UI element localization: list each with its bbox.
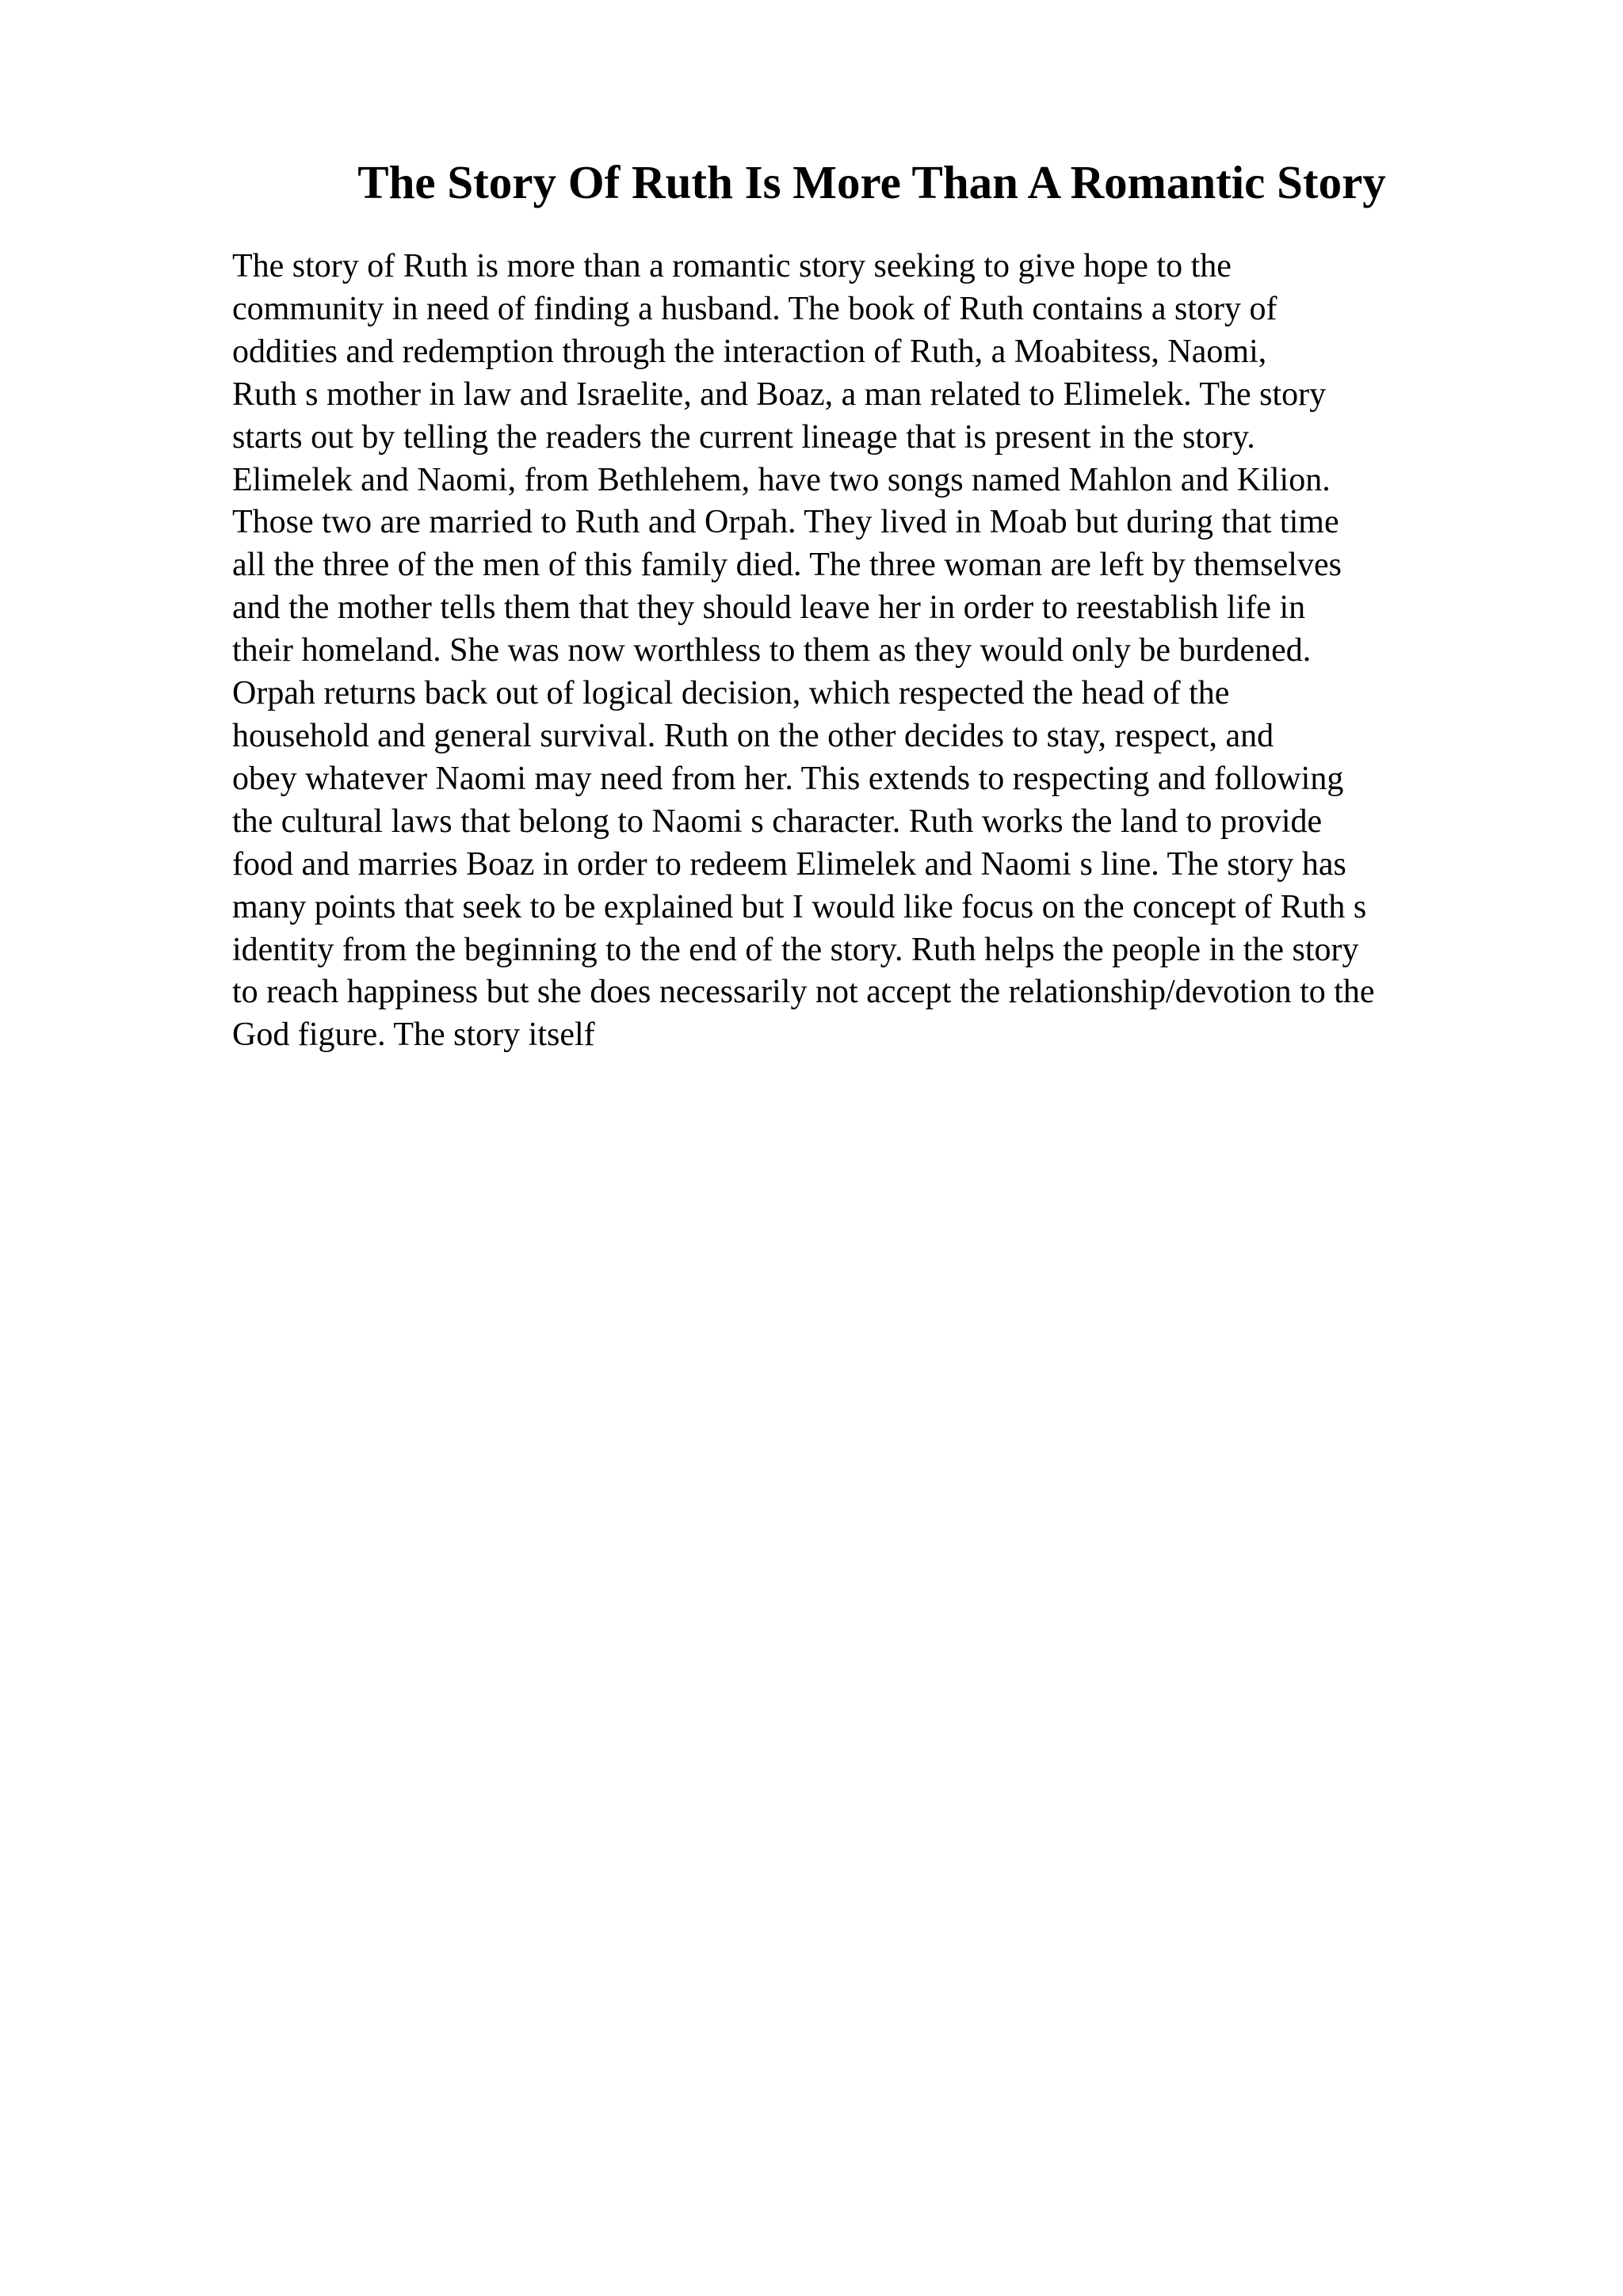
body-line: community in need of finding a husband. The book of Ruth contains a story of	[232, 290, 1277, 327]
body-line: all the three of the men of this family died. The three woman are left by themselves	[232, 547, 1342, 584]
body-line: many points that seek to be explained but I would like focus on the concept of Ruth s	[232, 888, 1367, 925]
body-line: Ruth s mother in law and Israelite, and Boaz, a man related to Elimelek. The story	[232, 376, 1327, 413]
body-line: the cultural laws that belong to Naomi s character. Ruth works the land to provide	[232, 803, 1323, 840]
body-line: food and marries Boaz in order to redeem Elimelek and Naomi s line. The story has	[232, 845, 1346, 883]
body-line: oddities and redemption through the interaction of Ruth, a Moabitess, Naomi,	[232, 333, 1267, 370]
body-line: The story of Ruth is more than a romantic story seeking to give hope to the	[232, 248, 1232, 284]
body-line: obey whatever Naomi may need from her. This extends to respecting and following	[232, 760, 1344, 797]
body-line: and the mother tells them that they should leave her in order to reestablish life in	[232, 589, 1306, 627]
body-line: Orpah returns back out of logical decision, which respected the head of the	[232, 675, 1230, 712]
body-line: to reach happiness but she does necessarily not accept the relationship/devotion to the	[232, 974, 1375, 1011]
body-line: starts out by telling the readers the current lineage that is present in the story.	[232, 418, 1255, 456]
document-title: The Story Of Ruth Is More Than A Romantic Story	[357, 156, 1386, 208]
body-line: God figure. The story itself	[232, 1016, 595, 1054]
body-line: Elimelek and Naomi, from Bethlehem, have two songs named Mahlon and Kilion.	[232, 461, 1331, 498]
body-line: Those two are married to Ruth and Orpah. They lived in Moab but during that time	[232, 504, 1339, 541]
body-line: household and general survival. Ruth on the other decides to stay, respect, and	[232, 717, 1274, 754]
body-line: identity from the beginning to the end of the story. Ruth helps the people in the story	[232, 931, 1359, 968]
body-line: their homeland. She was now worthless to them as they would only be burdened.	[232, 632, 1312, 669]
document-body	[232, 246, 1516, 1057]
